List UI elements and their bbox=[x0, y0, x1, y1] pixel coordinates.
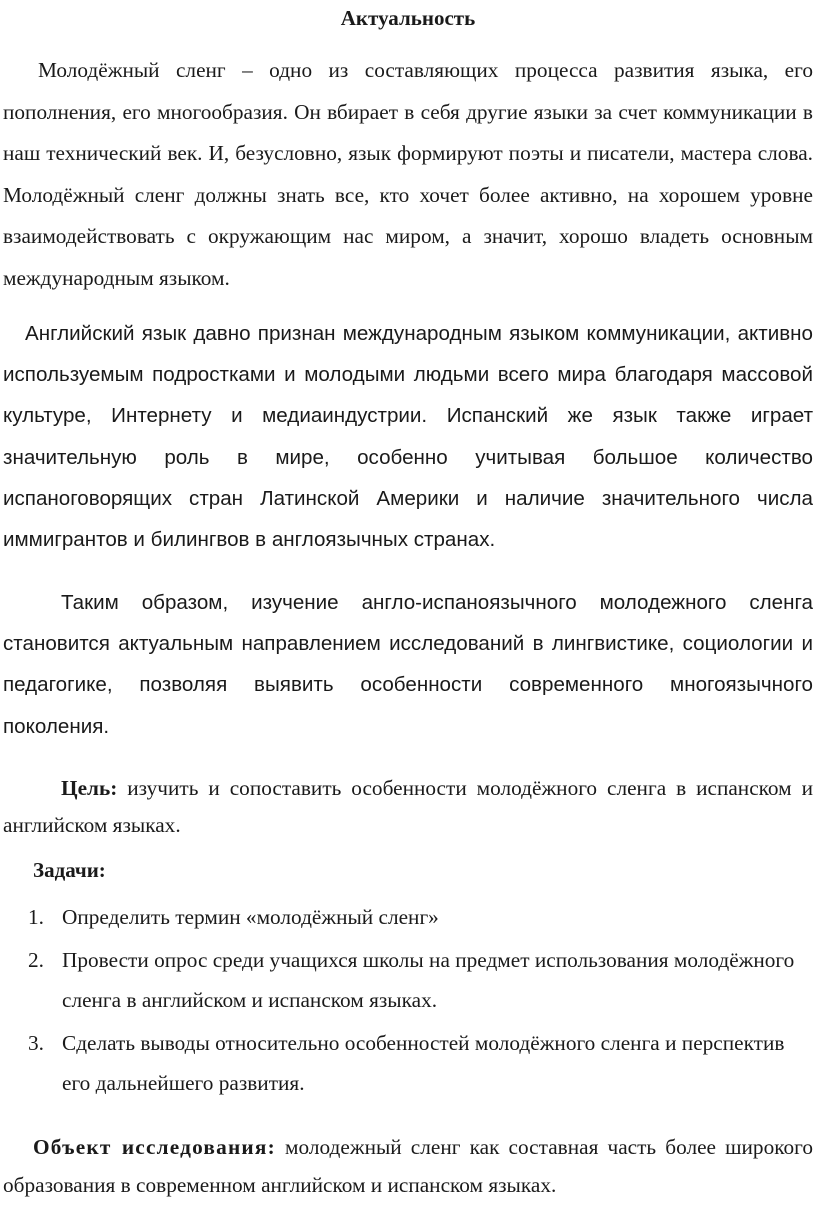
goal-text: изучить и сопоставить особенности молодёжного сленга в испанском и английском языках. bbox=[3, 776, 813, 837]
list-item-number: 1. bbox=[28, 905, 44, 929]
paragraph-conclusion: Таким образом, изучение англо-испаноязычного молодежного сленга становится актуальным направлением исследований в лингвистике, социологии и педагогике, позволяя выявить особенности современного многоязычного поколения. bbox=[3, 591, 813, 738]
object-text: молодежный сленг как составная часть более широкого образования в современном английском и испанском языках. bbox=[3, 1135, 813, 1197]
list-item bbox=[0, 940, 800, 1020]
tasks-heading: Задачи: bbox=[33, 858, 106, 882]
object-label: Объект исследования: bbox=[33, 1135, 276, 1159]
paragraph-relevance: Молодёжный сленг – одно из составляющих процесса развития языка, его пополнения, его многообразия. Он вбирает в себя другие языки за счет коммуникации в наш технический век. И, безусловно, язык формируют поэты и писатели, мастера слова. Молодёжный сленг должны знать все, кто хочет более активно, на хорошем уровне взаимодействовать с окружающим нас миром, а значит, хорошо владеть основным международным языком. bbox=[3, 58, 813, 290]
list-item-text: Провести опрос среди учащихся школы на предмет использования молодёжного сленга в английском и испанском языках. bbox=[62, 948, 795, 1012]
list-item bbox=[0, 897, 800, 937]
list-item-text: Определить термин «молодёжный сленг» bbox=[62, 905, 439, 929]
goal-label: Цель: bbox=[61, 776, 118, 800]
page-title: Актуальность bbox=[340, 6, 476, 30]
task-list bbox=[0, 897, 800, 1106]
list-item-number: 3. bbox=[28, 1031, 44, 1055]
list-item-number: 2. bbox=[28, 948, 44, 972]
list-item-text: Сделать выводы относительно особенностей молодёжного сленга и перспектив его дальнейшего развития. bbox=[62, 1031, 785, 1095]
list-item bbox=[0, 1023, 800, 1103]
object-paragraph bbox=[3, 1128, 813, 1204]
paragraph-english-spanish: Английский язык давно признан международным языком коммуникации, активно используемым подростками и молодыми людьми всего мира благодаря массовой культуре, Интернету и медиаиндустрии. Испанский же язык также играет значительную роль в мире, особенно учитывая большое количество испаноговорящих стран Латинской Америки и наличие значительного числа иммигрантов и билингвов в англоязычных странах. bbox=[3, 322, 813, 552]
goal-paragraph bbox=[3, 770, 813, 844]
